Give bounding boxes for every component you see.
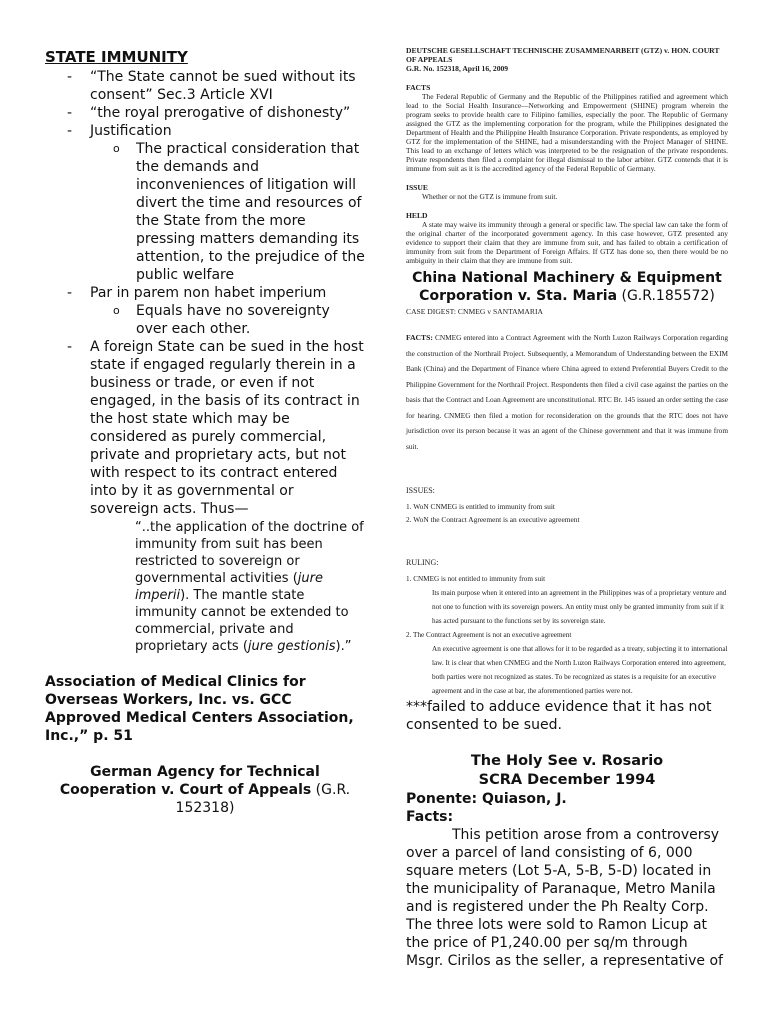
case-heading: [406, 269, 728, 305]
quote-italic: jure gestionis: [247, 639, 336, 654]
quote-text: ).”: [335, 639, 352, 654]
scan-paragraph: The Federal Republic of Germany and the Republic of the Philippines ratified and agreement which lead to the Social Health Insurance—Networking and Empowerment (SHINE) program wherein the program seeks to provide health care to Filipino families, especially the poor. The Republic of Germany assigned the GTZ as the implementing corporation for the program, while the Philippines designated the Department of Health and the Philippine Health Insurance Corporation. Private respondents, as employed by GTZ for the implementation of the SHINE, had a misunderstanding with the Project Manager of SHINE. This lead to an exchange of letters which was interpreted to be the resignation of the private respondents. Private respondents then filed a complaint for illegal dismissal to the labor arbiter. GTZ contends that it is immune from suit as it is the accredited agency of the Federal Republic of Germany.: [406, 92, 728, 173]
scan-issue: 1. WoN CNMEG is entitled to immunity from suit: [406, 502, 555, 511]
scan-label: RULING:: [406, 558, 439, 567]
case-title: China National Machinery & Equipment Corporation v. Sta. Maria: [412, 270, 722, 304]
quote-text: “..the application of the doctrine of immunity from suit has been restricted to sovereign or governmental activities (: [135, 520, 364, 586]
scan-label: FACTS: [406, 83, 431, 92]
case-gr: (G.R. 152318): [175, 782, 351, 816]
scan-paragraph: An executive agreement is one that allows for it to be regarded as a treaty, subjecting it to international law. It is clear that when CNMEG and the North Luzon Railways Corporation entered into agreement, both parties were not recognized as states. To be recognized as states is a requisite for an executive agreement and in the case at bar, the aforementioned parties were not.: [432, 645, 728, 695]
ponente: Ponente: Quiason, J.: [406, 791, 567, 807]
bullet-item: - Justification: [45, 122, 365, 140]
case-citation: SCRA December 1994: [478, 772, 656, 788]
case-title: The Holy See v. Rosario: [470, 753, 664, 769]
cnmeg-scanned-excerpt: [406, 307, 728, 698]
sub-bullet-item: o The practical consideration that the demands and inconveniences of litigation will divert the time and resources of the State from the more pressing matters demanding its attention, to the prejudice of the public welfare: [45, 140, 365, 284]
doctrine-quote: [45, 519, 365, 655]
quote-italic: jure imperii: [135, 571, 323, 603]
note-text: ***failed to adduce evidence that it has not consented to be sued.: [406, 699, 712, 733]
scan-label: ISSUES:: [406, 486, 435, 495]
scan-header: DEUTSCHE GESELLSCHAFT TECHNISCHE ZUSAMMENARBEIT (GTZ) v. HON. COURT OF APPEALS: [406, 46, 720, 64]
scan-digest: CASE DIGEST: CNMEG v SANTAMARIA: [406, 307, 543, 316]
gtz-scanned-excerpt: [406, 46, 728, 265]
scan-paragraph: [406, 330, 728, 454]
scan-label: FACTS:: [406, 333, 433, 342]
scan-paragraph: A state may waive its immunity through a general or specific law. The special law can take the form of the original charter of the incorporated government agency. In this case however, GTZ presented any evidence to support their claim that they are immune from suit, and has failed to obtain a certification of immunity from suit from the Department of Foreign Affairs. If GTZ has done so, then there would be no ambiguity in their claim that they are immune from suit.: [406, 220, 728, 265]
left-column: [45, 48, 365, 817]
case-gr: (G.R.185572): [617, 288, 715, 304]
scan-text: CNMEG entered into a Contract Agreement with the North Luzon Railways Corporation regarding the construction of the Northrail Project. Subsequently, a Memorandum of Understanding between the EXIM Bank (China) and the Department of Finance where China agreed to extend Preferential Buyers Credit to the Philippine Government for the Northrail Project. Respondents then filed a civil case against the parties on the basis that the Contract and Loan Agreement are unconstitutional. RTC Br. 145 issued an order setting the case for hearing. CNMEG then filed a motion for reconsideration on the grounds that the RTC does not have jurisdiction over its person because it was an agent of the Chinese government and that it was immune from suit.: [406, 333, 729, 451]
facts-paragraph: This petition arose from a controversy over a parcel of land consisting of 6, 000 square meters (Lot 5-A, 5-B, 5-D) located in the municipality of Paranaque, Metro Manila and is registered under the Ph Realty Corp. The three lots were sold to Ramon Licup at the price of P1,240.00 per sq/m through Msgr. Cirilos as the seller, a representative of: [406, 827, 723, 969]
case-heading: Association of Medical Clinics for Overseas Workers, Inc. vs. GCC Approved Medical Centers Association, Inc.,” p. 51: [45, 674, 354, 744]
bullet-item: - “The State cannot be sued without its consent” Sec.3 Article XVI: [45, 68, 365, 104]
quote-text: ). The mantle state immunity cannot be extended to commercial, private and proprietary acts (: [135, 588, 349, 654]
scan-label: ISSUE: [406, 183, 428, 192]
section-title: STATE IMMUNITY: [45, 48, 188, 66]
scan-paragraph: Its main purpose when it entered into an agreement in the Philippines was of a proprietary venture and not one to function with its sovereign powers. An entity must only be granted immunity from suit if it has acted pursuant to the functions set by its sovereign state.: [432, 589, 727, 625]
right-column: [406, 46, 728, 970]
bullet-item: - “the royal prerogative of dishonesty”: [45, 104, 365, 122]
scan-paragraph: Whether or not the GTZ is immune from suit.: [422, 192, 558, 201]
bullet-item: - Par in parem non habet imperium: [45, 284, 365, 302]
sub-bullet-item: o Equals have no sovereignty over each other.: [45, 302, 365, 338]
bullet-item: - A foreign State can be sued in the host state if engaged regularly therein in a business or trade, or even if not engaged, in the basis of its contract in the host state which may be considered as purely commercial, private and proprietary acts, but not with respect to its contract entered into by it as governmental or sovereign acts. Thus—: [45, 338, 365, 518]
facts-label: Facts:: [406, 809, 454, 825]
scan-ruling: 1. CNMEG is not entitled to immunity from suit: [406, 575, 546, 583]
case-heading: [406, 752, 728, 790]
scan-gr: G.R. No. 152318, April 16, 2009: [406, 64, 509, 73]
scan-issue: 2. WoN the Contract Agreement is an executive agreement: [406, 515, 580, 524]
case-heading: [45, 763, 365, 817]
case-title: German Agency for Technical Cooperation v. Court of Appeals: [59, 764, 320, 798]
scan-ruling: 2. The Contract Agreement is not an executive agreement: [406, 631, 572, 639]
scan-label: HELD: [406, 211, 428, 220]
